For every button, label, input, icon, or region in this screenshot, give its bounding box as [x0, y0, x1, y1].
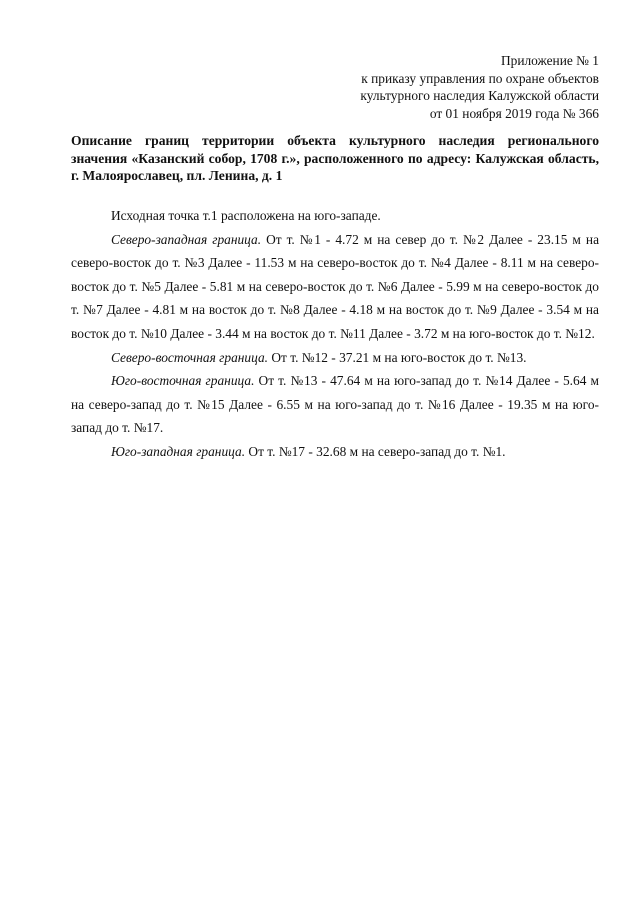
authority-line: культурного наследия Калужской области — [360, 88, 599, 103]
southwest-boundary-label: Юго-западная граница. — [111, 443, 246, 459]
southeast-boundary-text: От т. №13 - 47.64 м на юго-запад до т. №14 Далее - 5.64 м на северо-запад до т. №15 Далее - 6.55 м на юго-запад до т. №16 Далее - 19.35 м на юго-запад до т. №17. — [71, 373, 599, 436]
northeast-boundary-label: Северо-восточная граница. — [111, 349, 269, 365]
northeast-boundary-text: От т. №12 - 37.21 м на юго-восток до т. №13. — [268, 349, 527, 365]
appendix-header — [360, 52, 599, 122]
southeast-boundary-paragraph — [71, 369, 599, 440]
northwest-boundary-label: Северо-западная граница. — [111, 231, 262, 247]
northwest-boundary-text: От т. №1 - 4.72 м на север до т. №2 Далее - 23.15 м на северо-восток до т. №3 Далее - 11.53 м на северо-восток до т. №4 Далее - 8.11 м на северо-восток до т. №5 Далее - 5.81 м на северо-восток до т. №6 Далее - 5.99 м на северо-восток до т. №7 Далее - 4.81 м на восток до т. №8 Далее - 4.18 м на восток до т. №9 Далее - 3.54 м на восток до т. №10 Далее - 3.44 м на восток до т. №11 Далее - 3.72 м на юго-восток до т. №12. — [71, 231, 600, 341]
southeast-boundary-label: Юго-восточная граница. — [111, 373, 255, 389]
northwest-boundary-paragraph — [71, 228, 599, 346]
boundary-description — [71, 204, 599, 464]
order-date-number: от 01 ноября 2019 года № 366 — [429, 105, 599, 121]
appendix-number: Приложение № 1 — [500, 53, 599, 68]
start-point-paragraph: Исходная точка т.1 расположена на юго-западе. — [111, 208, 381, 223]
document-title: Описание границ территории объекта культурного наследия регионального значения «Казанский собор, 1708 г.», расположенного по адресу: Калужская область, г. Малоярославец, пл. Ленина, д. 1 — [71, 133, 599, 183]
southwest-boundary-paragraph — [71, 440, 599, 464]
order-reference-line: к приказу управления по охране объектов — [361, 70, 599, 86]
northeast-boundary-paragraph — [71, 346, 599, 370]
southwest-boundary-text: От т. №17 - 32.68 м на северо-запад до т. №1. — [245, 443, 506, 459]
